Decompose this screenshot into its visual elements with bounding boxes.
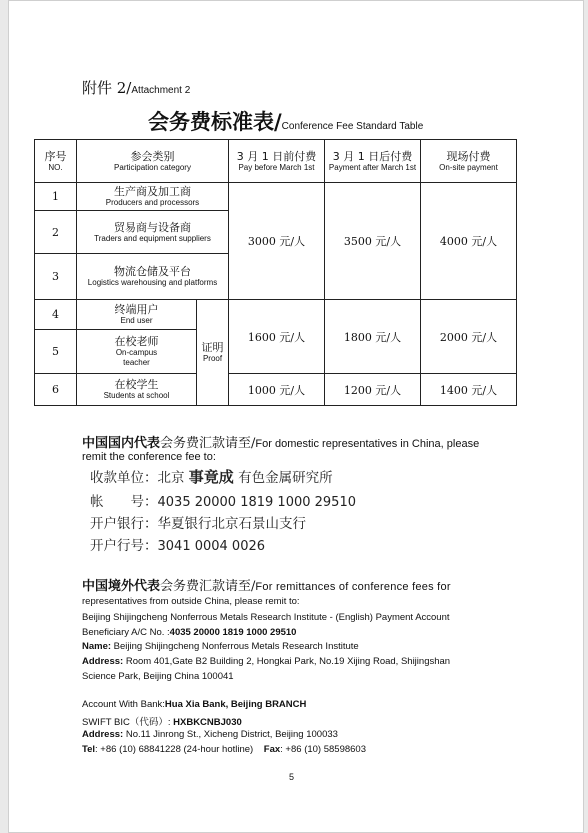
category-cell: 贸易商与设备商 Traders and equipment suppliers — [77, 211, 229, 254]
header-no: 序号 NO. — [35, 140, 77, 183]
payee-line: 收款单位：北京 事竟成 有色金属研究所 — [90, 468, 333, 486]
row-number: 1 — [35, 183, 77, 211]
domestic-heading-line2: remit the conference fee to: — [82, 451, 216, 463]
attachment-en: Attachment 2 — [131, 85, 191, 96]
beneficiary-name-line: Name: Beijing Shijingcheng Nonferrous Metals Research Institute — [82, 641, 359, 652]
beneficiary-account-line: Beneficiary A/C No. :4035 20000 1819 1000 29510 — [82, 627, 297, 638]
fee-table — [34, 139, 517, 406]
swift-line: SWIFT BIC（代码）: HXBKCNBJ030 — [82, 717, 242, 728]
fee-cell: 3000 元/人 — [229, 183, 325, 300]
account-with-bank-line: Account With Bank:Hua Xia Bank, Beijing BRANCH — [82, 699, 307, 710]
category-cell: 物流仓储及平台 Logistics warehousing and platforms — [77, 254, 229, 300]
tel-fax-line: Tel: +86 (10) 68841228 (24-hour hotline) Fax: +86 (10) 58598603 — [82, 744, 366, 755]
row-number: 6 — [35, 374, 77, 406]
overseas-heading-line2: representatives from outside China, please remit to: — [82, 596, 300, 607]
header-category: 参会类别 Participation category — [77, 140, 229, 183]
page-number: 5 — [289, 772, 295, 782]
fee-cell: 1200 元/人 — [325, 374, 421, 406]
fee-cell: 1600 元/人 — [229, 300, 325, 374]
bank-line: 开户银行：华夏银行北京石景山支行 — [90, 516, 306, 532]
category-cell: 终端用户 End user — [77, 300, 197, 330]
category-cell: 生产商及加工商 Producers and processors — [77, 183, 229, 211]
table-row — [35, 183, 517, 211]
beneficiary-address-line: Address: Room 401,Gate B2 Building 2, Hongkai Park, No.19 Xijing Road, Shijingshan — [82, 656, 451, 667]
row-number: 2 — [35, 211, 77, 254]
fee-cell: 4000 元/人 — [421, 183, 517, 300]
header-after-march: 3 月 1 日后付费 Payment after March 1st — [325, 140, 421, 183]
proof-cell: 证明 Proof — [197, 300, 229, 406]
table-row — [35, 300, 517, 330]
overseas-account-title: Beijing Shijingcheng Nonferrous Metals Research Institute - (English) Payment Account — [82, 612, 450, 623]
title-zh: 会务费标准表/ — [148, 109, 282, 134]
page-title — [148, 106, 423, 136]
beneficiary-address-line2: Science Park, Beijing China 100041 — [82, 671, 234, 682]
bank-address-line: Address: No.11 Jinrong St., Xicheng District, Beijing 100033 — [82, 729, 338, 740]
fee-cell: 1400 元/人 — [421, 374, 517, 406]
domestic-heading: 中国国内代表会务费汇款请至/For domestic representatives in China, please — [82, 436, 480, 451]
row-number: 4 — [35, 300, 77, 330]
attachment-label — [82, 77, 190, 98]
row-number: 5 — [35, 330, 77, 374]
fee-cell: 1000 元/人 — [229, 374, 325, 406]
title-en: Conference Fee Standard Table — [281, 121, 424, 132]
table-header-row — [35, 140, 517, 183]
fee-cell: 2000 元/人 — [421, 300, 517, 374]
header-onsite: 现场付费 On-site payment — [421, 140, 517, 183]
category-cell: 在校学生 Students at school — [77, 374, 197, 406]
table-row — [35, 374, 517, 406]
bank-number-line: 开户行号：3041 0004 0026 — [90, 538, 266, 554]
account-line: 帐 号：4035 20000 1819 1000 29510 — [90, 494, 356, 510]
row-number: 3 — [35, 254, 77, 300]
attachment-zh: 附件 2/ — [82, 79, 132, 97]
fee-cell: 3500 元/人 — [325, 183, 421, 300]
overseas-heading: 中国境外代表会务费汇款请至/For remittances of conference fees for — [82, 579, 451, 594]
header-before-march: 3 月 1 日前付费 Pay before March 1st — [229, 140, 325, 183]
category-cell: 在校老师 On-campus teacher — [77, 330, 197, 374]
fee-cell: 1800 元/人 — [325, 300, 421, 374]
